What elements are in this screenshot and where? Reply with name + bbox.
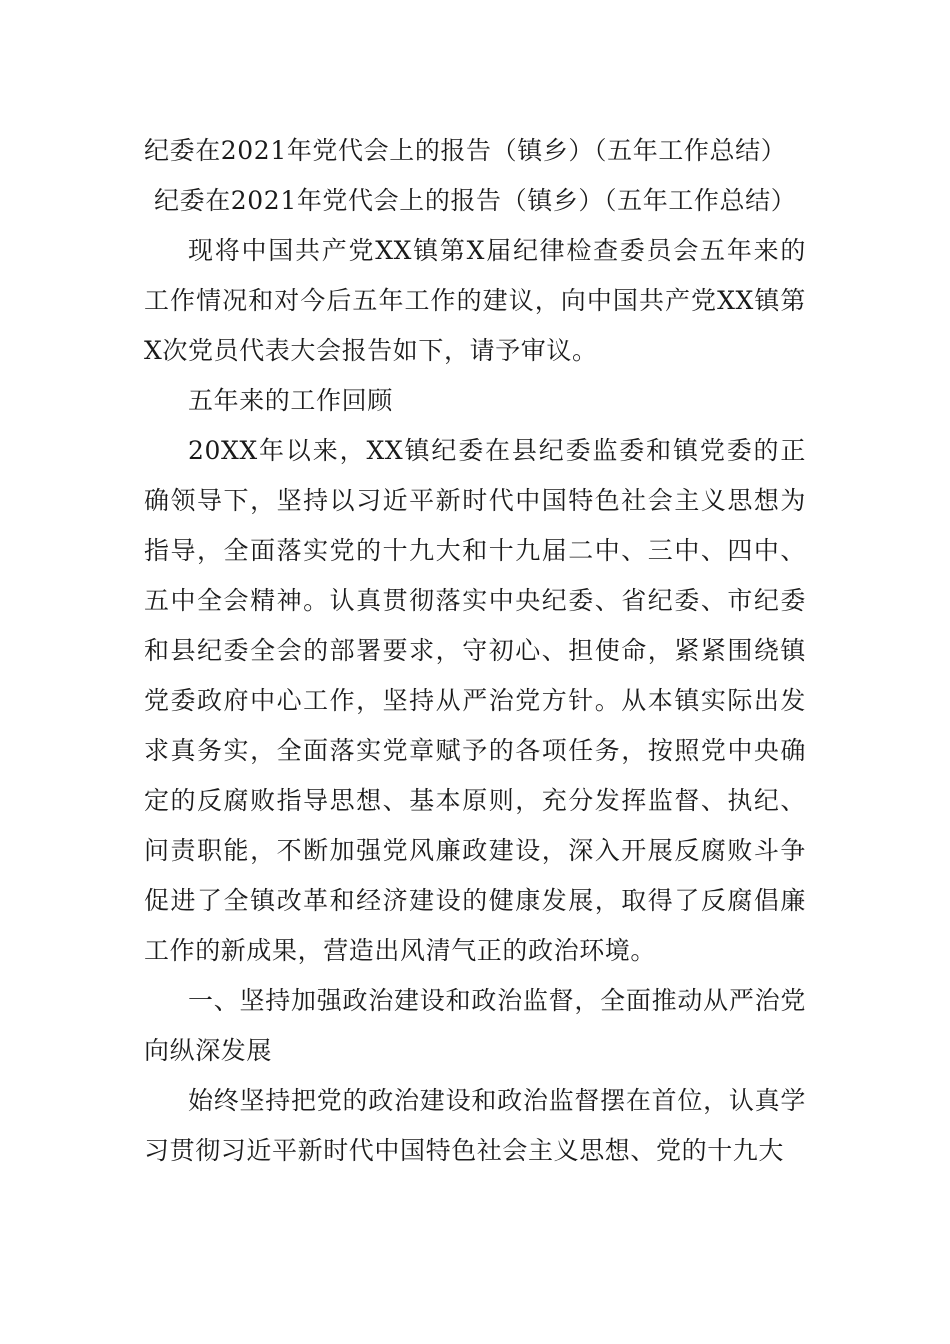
paragraph-intro: 现将中国共产党XX镇第X届纪律检查委员会五年来的工作情况和对今后五年工作的建议，向中国共产党XX镇第X次党员代表大会报告如下，请予审议。 (144, 236, 806, 365)
section-heading-review: 五年来的工作回顾 (188, 386, 393, 415)
paragraph-review: 20XX年以来，XX镇纪委在县纪委监委和镇党委的正确领导下，坚持以习近平新时代中国特色社会主义思想为指导，全面落实党的十九大和十九届二中、三中、四中、五中全会精神。认真贯彻落实中央纪委、省纪委、市纪委和县纪委全会的部署要求，守初心、担使命，紧紧围绕镇党委政府中心工作，坚持从严治党方针。从本镇实际出发求真务实，全面落实党章赋予的各项任务，按照党中央确定的反腐败指导思想、基本原则，充分发挥监督、执纪、问责职能，不断加强党风廉政建设，深入开展反腐败斗争促进了全镇改革和经济建设的健康发展，取得了反腐倡廉工作的新成果，营造出风清气正的政治环境。 (144, 436, 806, 965)
document-subheading: 纪委在2021年党代会上的报告（镇乡）（五年工作总结） (154, 186, 797, 215)
section-heading-one: 一、坚持加强政治建设和政治监督，全面推动从严治党向纵深发展 (144, 986, 806, 1065)
document-body (144, 126, 806, 1176)
paragraph-section-one: 始终坚持把党的政治建设和政治监督摆在首位，认真学习贯彻习近平新时代中国特色社会主义思想、党的十九大 (144, 1086, 806, 1165)
document-heading: 纪委在2021年党代会上的报告（镇乡）（五年工作总结） (144, 136, 787, 165)
